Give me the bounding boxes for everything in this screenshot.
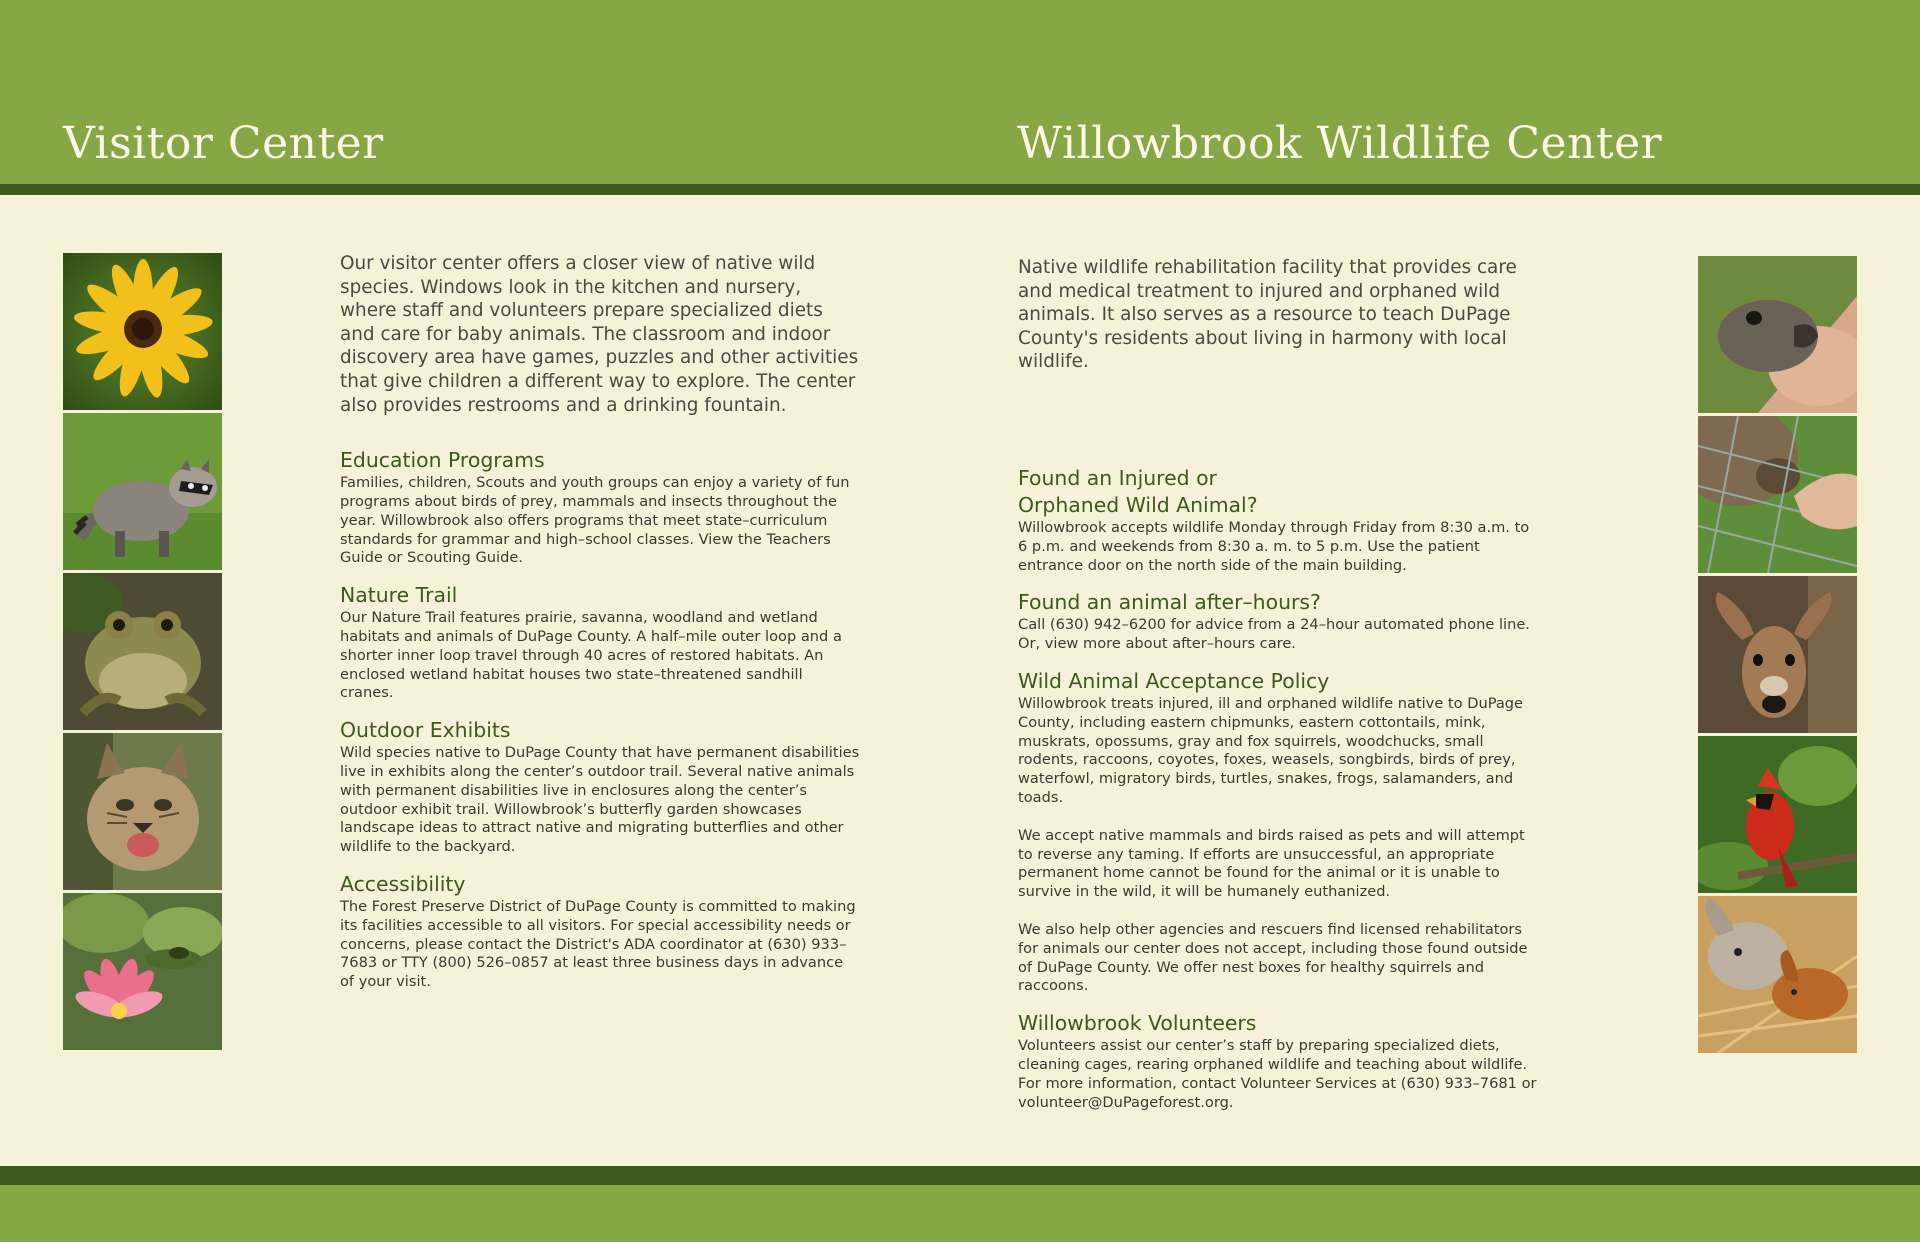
policy-paragraph: We accept native mammals and birds raised as pets and will attempt to reverse any taming. If efforts are unsuccessful, an appropriate permanent home cannot be found for the animal or it is unable to survive in the wild, it will be humanely euthanized. [1018, 826, 1525, 901]
photo-strip-right [1698, 256, 1857, 1053]
section-body: Families, children, Scouts and youth groups can enjoy a variety of fun programs about birds of prey, mammals and insects throughout the year. Willowbrook also offers programs that meet state–curriculum standards for grammar and high–school classes. View the Teachers Guide or Scouting Guide. [340, 474, 850, 567]
section-body: Our Nature Trail features prairie, savanna, woodland and wetland habitats and animals of DuPage County. A half–mile outer loop and a shorter inner loop travel through 40 acres of restored habitats. An enclosed wetland habitat houses two state–threatened sandhill cranes. [340, 609, 842, 702]
bird-in-hand-photo [1698, 256, 1857, 413]
section-acceptance-policy [1018, 668, 1538, 996]
rabbits-photo [1698, 896, 1857, 1053]
section-outdoor-exhibits [340, 717, 860, 857]
footer-rule [0, 1166, 1920, 1185]
raccoon-photo [63, 413, 222, 570]
footer-band [0, 1185, 1920, 1242]
section-heading-line2: Orphaned Wild Animal? [1018, 492, 1258, 517]
visitor-center-intro: Our visitor center offers a closer view of native wild species. Windows look in the kitchen and nursery, where staff and volunteers prepare specialized diets and care for baby animals. The classroom and indoor discovery area have games, puzzles and other activities that give children a different way to explore. The center also provides restrooms and a drinking fountain. [340, 253, 859, 416]
section-heading-line1: Found an Injured or [1018, 465, 1217, 490]
wildlife-center-column [1018, 256, 1538, 1112]
section-body: Wild species native to DuPage County that have permanent disabilities live in exhibits along the center’s outdoor trail. Several native animals with permanent disabilities live in enclosures along the center’s outdoor exhibit trail. Willowbrook’s butterfly garden showcases landscape ideas to attract native and migrating butterflies and other wildlife to the backyard. [340, 744, 860, 856]
section-heading: Found an animal after–hours? [1018, 590, 1321, 615]
wildlife-center-intro: Native wildlife rehabilitation facility that provides care and medical treatment to injured and orphaned wild animals. It also serves as a resource to teach DuPage County's residents about living in harmony with local wildlife. [1018, 257, 1517, 373]
section-heading: Education Programs [340, 448, 545, 473]
bullfrog-photo [63, 573, 222, 730]
section-accessibility [340, 871, 860, 992]
policy-paragraph: We also help other agencies and rescuers find licensed rehabilitators for animals our center does not accept, including those found outside of DuPage County. We offer nest boxes for healthy squirrels and raccoons. [1018, 920, 1528, 995]
section-heading: Wild Animal Acceptance Policy [1018, 668, 1330, 693]
fence-feeding-photo [1698, 416, 1857, 573]
section-heading: Outdoor Exhibits [340, 718, 511, 743]
page-title-wildlife-center: Willowbrook Wildlife Center [1017, 118, 1663, 169]
section-heading: Accessibility [340, 871, 466, 896]
policy-paragraph: Willowbrook treats injured, ill and orphaned wildlife native to DuPage County, including eastern chipmunks, eastern cottontails, mink, muskrats, opossums, gray and fox squirrels, woodchucks, small rodents, raccoons, coyotes, foxes, weasels, songbirds, birds of prey, waterfowl, migratory birds, turtles, snakes, frogs, salamanders, and toads. [1018, 694, 1524, 806]
visitor-center-column [340, 252, 860, 992]
section-body: Call (630) 942–6200 for advice from a 24–hour automated phone line. Or, view more about after–hours care. [1018, 616, 1530, 653]
section-body: Willowbrook accepts wildlife Monday through Friday from 8:30 a.m. to 6 p.m. and weekends from 8:30 a. m. to 5 p.m. Use the patient entrance door on the north side of the main building. [1018, 518, 1530, 574]
black-eyed-susan-photo [63, 253, 222, 410]
section-heading: Nature Trail [340, 583, 458, 608]
section-after-hours [1018, 589, 1538, 654]
cardinal-photo [1698, 736, 1857, 893]
fawn-photo [1698, 576, 1857, 733]
section-education-programs [340, 447, 860, 568]
section-body: Volunteers assist our center’s staff by preparing specialized diets, cleaning cages, rearing orphaned wildlife and teaching about wildlife. For more information, contact Volunteer Services at (630) 933–7681 or volunteer@DuPageforest.org. [1018, 1037, 1537, 1111]
header-rule [0, 184, 1920, 195]
bobcat-photo [63, 733, 222, 890]
photo-strip-left [63, 253, 222, 1050]
page-title-visitor-center: Visitor Center [63, 118, 384, 169]
water-lily-photo [63, 893, 222, 1050]
section-heading: Willowbrook Volunteers [1018, 1011, 1257, 1036]
section-nature-trail [340, 582, 860, 703]
section-found-injured [1018, 465, 1538, 575]
section-volunteers [1018, 1010, 1538, 1112]
section-body: The Forest Preserve District of DuPage County is committed to making its facilities accessible to all visitors. For special accessibility needs or concerns, please contact the District's ADA coordinator at (630) 933–7683 or TTY (800) 526–0857 at least three business days in advance of your visit. [340, 897, 856, 991]
